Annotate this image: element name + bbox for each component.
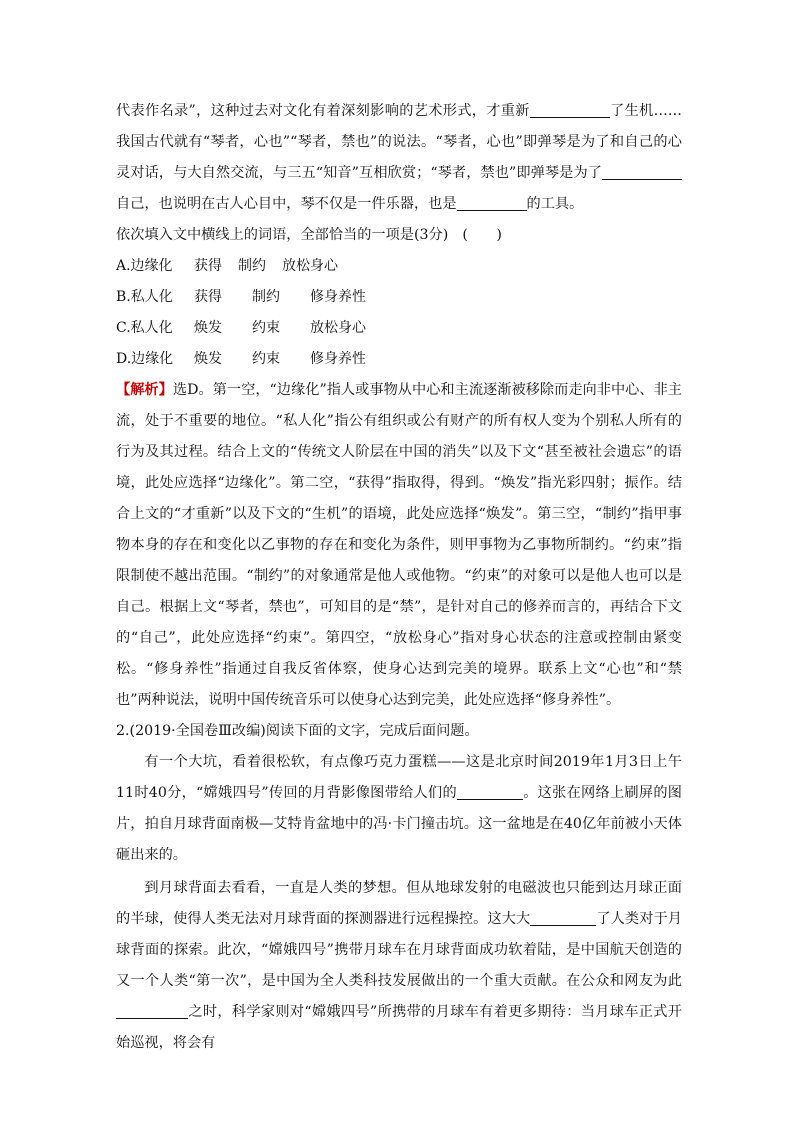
option-word: 约束 [252,320,280,336]
passage-text: 自己，也说明在古人心目中，琴不仅是一件乐器，也是 [116,196,457,212]
option-label: B.私人化 [116,289,173,305]
passage2-paragraph-2 [116,873,682,1059]
option-c[interactable] [116,313,682,344]
passage-text: 了生机……我国古代就有“琴者，心也”“琴者，禁也”的说法。“琴者，心也”即弹琴是为了和自己的心灵对话，与大自然交流，与三五“知音”互相欣赏；“琴者，禁也”即弹琴是为了 [116,103,682,181]
answer-blank-3[interactable] [602,164,682,180]
option-word: 放松身心 [310,320,366,336]
option-word: 制约 [238,258,266,274]
answer-blank-q2-3[interactable] [116,1003,188,1019]
option-label: A.边缘化 [116,258,173,274]
passage-text: 。这张在网络上刷屏的图片，拍自月球背面南极—艾特肯盆地中的冯·卡门撞击坑。这一盆地是在40亿年前被小天体砸出来的。 [116,785,682,863]
option-word: 制约 [252,289,280,305]
passage-text: 有一个大坑，看着很松软，有点像巧克力蛋糕——这是北京时间2019年1月3日上午11时40分，“嫦娥四号”传回的月背影像图带给人们的 [116,754,682,801]
document-page [116,96,682,1059]
passage2-paragraph-1 [116,747,682,871]
option-word: 获得 [194,289,222,305]
option-d[interactable] [116,344,682,375]
passage-text: 的工具。 [526,196,584,212]
passage-paragraph [116,96,682,220]
passage-text: 之时，科学家则对“嫦娥四号”所携带的月球车有着更多期待：当月球车正式开始巡视，将会有 [116,1004,682,1051]
option-word: 放松身心 [282,258,338,274]
option-label: D.边缘化 [116,351,174,367]
question-heading: 2.(2019·全国卷Ⅲ改编)阅读下面的文字，完成后面问题。 [116,723,479,739]
answer-blank-q2-2[interactable] [530,910,596,926]
question-prompt: 依次填入文中横线上的词语，全部恰当的一项是(3分) ( ) [116,227,502,243]
option-a[interactable] [116,251,682,282]
option-word: 获得 [194,258,222,274]
option-label: C.私人化 [116,320,173,336]
option-word: 焕发 [194,351,222,367]
option-word: 修身养性 [310,289,366,305]
passage-text: 了人类对于月球背面的探索。此次，“嫦娥四号”携带月球车在月球背面成功软着陆，是中国航天创造的又一个人类“第一次”，是中国为全人类科技发展做出的一个重大贡献。在公众和网友为此 [116,911,682,989]
option-word: 约束 [252,351,280,367]
answer-blank-q2-1[interactable] [457,784,523,800]
analysis-paragraph [116,375,682,716]
answer-blank-1[interactable] [530,102,610,118]
option-word: 修身养性 [310,351,366,367]
option-b[interactable] [116,282,682,313]
option-word: 焕发 [194,320,222,336]
answer-blank-4[interactable] [457,195,527,211]
analysis-tag: 【解析】 [116,382,173,398]
analysis-text: 选D。第一空，“边缘化”指人或事物从中心和主流逐渐被移除而走向非中心、非主流，处于不重要的地位。“私人化”指公有组织或公有财产的所有权人变为个别私人所有的行为及其过程。结合上文的“传统文人阶层在中国的消失”以及下文“甚至被社会遗忘”的语境，此处应选择“边缘化”。第二空，“获得”指取得，得到。“焕发”指光彩四射；振作。结合上文的“才重新”以及下文的“生机”的语境，此处应选择“焕发”。第三空，“制约”指甲事物本身的存在和变化以乙事物的存在和变化为条件，则甲事物为乙事物所制约。“约束”指限制使不越出范围。“制约”的对象通常是他人或他物。“约束”的对象可以是他人也可以是自己。根据上文“琴者，禁也”，可知目的是“禁”，是针对自己的修养而言的，再结合下文的“自己”，此处应选择“约束”。第四空，“放松身心”指对身心状态的注意或控制由紧变松。“修身养性”指通过自我反省体察，使身心达到完美的境界。联系上文“心也”和“禁也”两种说法，说明中国传统音乐可以使身心达到完美，此处应选择“修身养性”。 [116,382,682,708]
passage-text: 到月球背面去看看，一直是人类的梦想。但从地球发射的电磁波也只能到达月球正面的半球，使得人类无法对月球背面的探测器进行远程操控。这大大 [116,880,682,927]
passage-text: 代表作名录”，这种过去对文化有着深刻影响的艺术形式，才重新 [116,103,530,119]
